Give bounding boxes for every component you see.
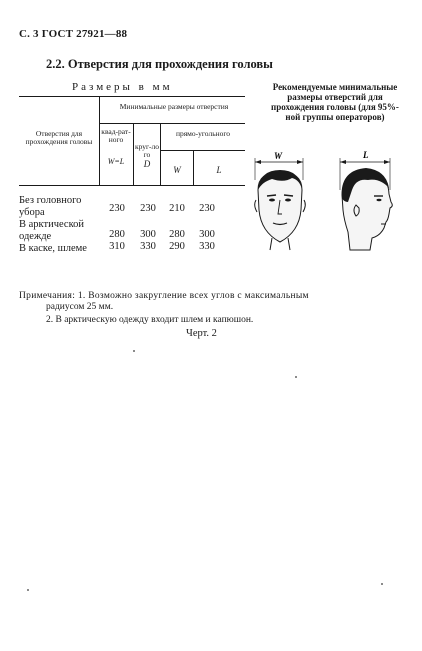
col-header-rect-l: L <box>216 165 222 175</box>
col-header-square-symbol: W=L <box>107 157 125 166</box>
group-header-rule <box>99 123 245 124</box>
table-vertical-rule <box>99 96 100 185</box>
table-top-rule <box>19 96 245 97</box>
section-title: 2.2. Отверстия для прохождения головы <box>46 57 273 71</box>
table-cell: 280 <box>109 229 125 240</box>
row-label-line: В каске, шлеме <box>19 243 87 254</box>
col-header-round-symbol: D <box>143 159 151 169</box>
col-header-group: Минимальные размеры отверстия <box>119 102 229 111</box>
row-label-line: Без головного <box>19 195 82 206</box>
figure-caption: Рекомендуемые минимальные размеры отверстий для прохождения головы (для 95%-ной группы операторов) <box>271 82 399 122</box>
rect-subheader-rule <box>160 150 245 151</box>
col-header-rect-w: W <box>173 165 181 175</box>
table-cell: 290 <box>169 241 185 252</box>
table-header-bottom-rule <box>19 185 245 186</box>
label-w: W <box>274 151 283 161</box>
col-header-round: круг-лого <box>134 142 160 159</box>
page-header: С. 3 ГОСТ 27921—88 <box>19 28 128 40</box>
row-label-line: убора <box>19 207 45 218</box>
table-cell: 300 <box>199 229 215 240</box>
scan-speck <box>381 583 383 585</box>
head-side-view <box>342 168 392 250</box>
row-label-line: В арктической <box>19 219 85 230</box>
notes-line-3: 2. В арктическую одежду входит шлем и капюшон. <box>46 315 254 325</box>
head-dimensions-figure <box>248 150 408 265</box>
col-header-opening: Отверстия для прохождения головы <box>25 129 93 146</box>
row-label-line: одежде <box>19 231 52 242</box>
label-l: L <box>363 150 369 160</box>
scan-speck <box>295 376 297 378</box>
head-front-view <box>255 170 306 250</box>
col-header-square: квад-рат-ного <box>101 127 131 144</box>
table-cell: 330 <box>199 241 215 252</box>
table-cell: 210 <box>169 203 185 214</box>
scan-speck <box>27 589 29 591</box>
notes-line-2: радиусом 25 мм. <box>46 302 114 312</box>
table-cell: 330 <box>140 241 156 252</box>
scan-speck <box>133 350 135 352</box>
table-cell: 310 <box>109 241 125 252</box>
round-col-rule <box>160 123 161 185</box>
table-cell: 230 <box>199 203 215 214</box>
col-header-rect: прямо-угольного <box>175 129 231 138</box>
table-cell: 230 <box>109 203 125 214</box>
table-cell: 230 <box>140 203 156 214</box>
table-cell: 280 <box>169 229 185 240</box>
figure-label: Черт. 2 <box>186 328 217 339</box>
notes-line-1: Примечания: 1. Возможно закругление всех углов с максимальным <box>19 291 309 301</box>
table-cell: 300 <box>140 229 156 240</box>
table-caption: Размеры в мм <box>72 81 173 93</box>
